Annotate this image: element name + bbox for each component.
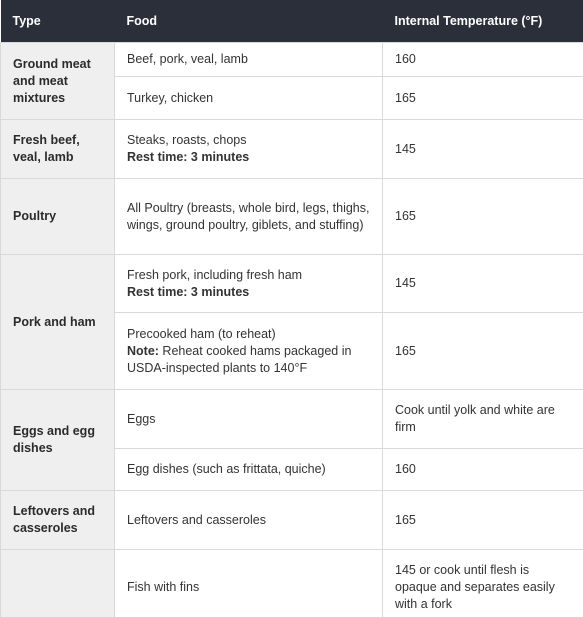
type-cell: Fresh beef, veal, lamb: [1, 120, 115, 179]
table-row: [1, 255, 583, 313]
table-row: [1, 120, 583, 179]
header-temperature: Internal Temperature (°F): [383, 0, 583, 43]
food-cell: Leftovers and casseroles: [115, 491, 383, 550]
type-cell: Poultry: [1, 179, 115, 255]
table-row: [1, 390, 583, 449]
header-type: Type: [1, 0, 115, 43]
table-row: [1, 43, 583, 77]
temperature-cell: 165: [383, 313, 583, 390]
rest-time-note: Rest time: 3 minutes: [127, 150, 250, 164]
temperature-cell: 145 or cook until flesh is opaque and separates easily with a fork: [383, 550, 583, 617]
food-text: Fresh pork, including fresh ham: [127, 267, 303, 282]
food-cell: All Poultry (breasts, whole bird, legs, thighs, wings, ground poultry, giblets, and stuffing): [115, 179, 383, 255]
food-cell: Eggs: [115, 390, 383, 449]
header-row: [1, 0, 583, 43]
temperature-cell: 160: [383, 449, 583, 491]
type-cell: Leftovers and casseroles: [1, 491, 115, 550]
temperature-cell: 160: [383, 43, 583, 77]
note-label: Note:: [127, 343, 159, 358]
food-text: Precooked ham (to reheat): [127, 326, 276, 341]
type-cell: [1, 550, 115, 617]
type-cell: Ground meat and meat mixtures: [1, 43, 115, 120]
food-cell: Turkey, chicken: [115, 77, 383, 120]
temperature-cell: 145: [383, 255, 583, 313]
food-cell: [115, 255, 383, 313]
table-header: [1, 0, 583, 43]
rest-time-note: Rest time: 3 minutes: [127, 284, 250, 299]
temperature-cell: 165: [383, 77, 583, 120]
food-cell: Fish with fins: [115, 550, 383, 617]
reheat-note: [127, 343, 370, 377]
table-row: [1, 550, 583, 617]
food-cell: Beef, pork, veal, lamb: [115, 43, 383, 77]
food-text: Steaks, roasts, chops: [127, 133, 247, 147]
temperature-cell: Cook until yolk and white are firm: [383, 390, 583, 449]
header-food: Food: [115, 0, 383, 43]
temperature-cell: 165: [383, 179, 583, 255]
table-body: [1, 43, 583, 617]
table-row: [1, 179, 583, 255]
note-text: Reheat cooked hams packaged in USDA-inspected plants to 140°F: [127, 343, 352, 375]
food-cell: [115, 120, 383, 179]
food-cell: [115, 313, 383, 390]
food-cell: Egg dishes (such as frittata, quiche): [115, 449, 383, 491]
type-cell: Eggs and egg dishes: [1, 390, 115, 491]
table-row: [1, 491, 583, 550]
temperature-cell: 165: [383, 491, 583, 550]
type-cell: Pork and ham: [1, 255, 115, 390]
temperature-cell: 145: [383, 120, 583, 179]
